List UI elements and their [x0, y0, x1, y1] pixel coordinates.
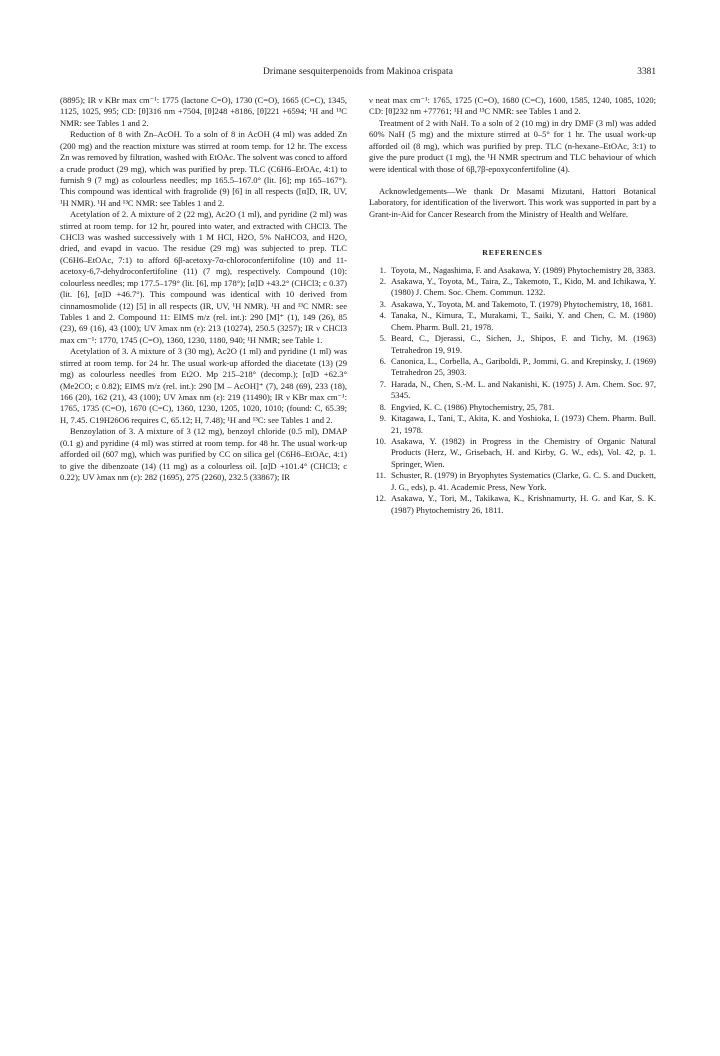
paragraph-benzoylation-of-3: Benzoylation of 3. A mixture of 3 (12 mg), benzoyl chloride (0.5 ml), DMAP (0.1 g) and pyridine (4 ml) was stirred at room temp. for 48 hr. The usual work-up afforded oil (607 mg), which was purified by CC on silica gel (C6H6–EtOAc, 4:1) to give the dibenzoate (14) (11 mg) as a colourless oil. [α]D +101.4° (CHCl3; c 0.22); UV λmax nm (ε): 282 (1695), 275 (2260), 232.5 (33867); IR — [60, 426, 347, 482]
paragraph: ν neat max cm⁻¹: 1765, 1725 (C=O), 1680 (C=C), 1600, 1585, 1240, 1085, 1020; CD: [θ]232 nm +77761; ¹H and ¹³C NMR: see Tables 1 and 2. — [369, 95, 656, 117]
reference-number: 10. — [375, 435, 386, 446]
paragraph-treatment-with-nah: Treatment of 2 with NaH. To a soln of 2 (10 mg) in dry DMF (3 ml) was added 60% NaH (5 mg) and the mixture stirred at 0–5° for 1 hr. The usual work-up afforded oil (8 mg), which was purified by prep. TLC (n-hexane–EtOAc, 3:1) to give the pure product (1 mg), the ¹H NMR spectrum and TLC behaviour of which were identical with those of 6β,7β-epoxyconfertifoline (4). — [369, 117, 656, 174]
running-title: Drimane sesquiterpenoids from Makinoa crispata — [263, 67, 453, 77]
reference-text: Asakawa, Y., Toyota, M. and Takemoto, T. (1979) Phytochemistry, 18, 1681. — [391, 298, 654, 309]
reference-number: 11. — [375, 470, 386, 481]
reference-text: Kitagawa, I., Tani, T., Akita, K. and Yoshioka, I. (1973) Chem. Pharm. Bull. 21, 1978. — [391, 413, 656, 435]
reference-item — [369, 493, 656, 516]
reference-text: Harada, N., Chen, S.-M. L. and Nakanishi, K. (1975) J. Am. Chem. Soc. 97, 5345. — [391, 378, 656, 401]
paragraph-acetylation-of-2: Acetylation of 2. A mixture of 2 (22 mg), Ac2O (1 ml), and pyridine (2 ml) was stirred at room temp. for 12 hr, poured into water, and extracted with CHCl3. The CHCl3 was washed successively with 1 M HCl, H2O, 5% NaHCO3, and H2O, dried, and evapd in vacuo. The residue (29 mg) was subjected to prep. TLC (C6H6–EtOAc, 7:1) to afford 6β-acetoxy-7α-chloroconfertifoline (10) and 11-acetoxy-6,7-dehydroconfertifoline (11) (7 mg), respectively. Compound (10): colourless needles; mp 177.5–179° (lit. [6], mp 178°); [α]D +43.2° (CHCl3; c 0.37) (lit. [6], [α]D +46.7°). This compound was identical with 10 derived from cinnamosmolide (12) [5] in all respects (IR, UV, ¹H NMR). ¹H and ¹³C NMR: see Tables 1 and 2. Compound 11: EIMS m/z (rel. int.): 290 [M]⁺ (1), 149 (26), 85 (23), 69 (16), 43 (100); UV λmax nm (ε): 213 (10274), 250.5 (3257); IR ν CHCl3 max cm⁻¹: 1770, 1745 (C=O), 1360, 1230, 1180, 940; ¹H NMR; see Table 1. — [60, 209, 347, 345]
reference-item — [369, 402, 656, 413]
reference-item — [369, 470, 656, 493]
reference-number: 5. — [379, 333, 386, 344]
reference-number: 8. — [379, 401, 386, 412]
reference-number: 9. — [379, 413, 386, 424]
reference-number: 2. — [379, 276, 386, 287]
reference-item — [369, 299, 656, 310]
reference-text: Tanaka, N., Kimura, T., Murakami, T., Saiki, Y. and Chen, C. M. (1980) Chem. Pharm. Bull. 21, 1978. — [391, 310, 656, 332]
reference-number: 4. — [379, 310, 386, 321]
page-number: 3381 — [637, 67, 656, 77]
reference-item — [369, 356, 656, 379]
reference-item — [369, 310, 656, 333]
reference-text: Asakawa, Y., Toyota, M., Taira, Z., Takemoto, T., Kido, M. and Ichikawa, Y. (1980) J. Chem. Soc. Chem. Commun. 1232. — [391, 276, 656, 298]
reference-text: Toyota, M., Nagashima, F. and Asakawa, Y. (1989) Phytochemistry 28, 3383. — [391, 264, 656, 275]
reference-number: 12. — [375, 493, 386, 504]
paragraph-acetylation-of-3: Acetylation of 3. A mixture of 3 (30 mg), Ac2O (1 ml) and pyridine (1 ml) was stirred at room temp. for 24 hr. The usual work-up afforded the diacetate (13) (29 mg) as colourless needles from Et2O. Mp 215–218° (decomp.); [α]D +62.3° (Me2CO; c 0.82); EIMS m/z (rel. int.): 290 [M – AcOH]⁺ (7), 248 (69), 233 (18), 166 (20), 162 (21), 43 (100); UV λmax nm (ε): 219 (11490); IR ν KBr max cm⁻¹: 1765, 1735 (C=O), 1670 (C=C), 1360, 1230, 1205, 1020, 1010; (found: C, 65.39; H, 7.45. C19H26O6 requires C, 65.12; H, 7.48); ¹H and ¹³C: see Tables 1 and 2. — [60, 346, 347, 425]
reference-number: 6. — [379, 356, 386, 367]
paragraph-reduction-of-8: Reduction of 8 with Zn–AcOH. To a soln of 8 in AcOH (4 ml) was added Zn (200 mg) and the reaction mixture was stirred at room temp. for 12 hr. The excess Zn was removed by filtration, washed with EtOAc. The solvent was concd to afford a crude product (29 mg), which was purified by prep. TLC (C6H6–EtOAc, 4:1) to furnish 9 (7 mg) as colourless needles; mp 165.5–167.0° (lit. [6]; mp 165–167°). This compound was identical with fragrolide (9) [6] in all respects ([α]D, IR, UV, ¹H NMR). ¹H and ¹³C NMR: see Tables 1 and 2. — [60, 129, 347, 208]
reference-text: Beard, C., Djerassi, C., Sichen, J., Shipos, F. and Tichy, M. (1963) Tetrahedron 19, 919. — [391, 333, 656, 355]
reference-text: Engvied, K. C. (1986) Phytochemistry, 25, 781. — [391, 401, 555, 412]
reference-number: 7. — [379, 378, 386, 389]
references-heading: REFERENCES — [482, 248, 543, 258]
reference-item — [369, 265, 656, 276]
reference-item — [369, 413, 656, 436]
reference-item — [369, 436, 656, 470]
reference-number: 3. — [379, 298, 386, 309]
reference-number: 1. — [379, 264, 386, 275]
reference-text: Schuster, R. (1979) in Bryophytes Systematics (Clarke, G. C. S. and Duckett, J. G., eds), p. 41. Academic Press, New York. — [391, 470, 656, 492]
reference-list — [369, 265, 656, 516]
right-column — [369, 95, 656, 516]
page-header — [60, 67, 656, 81]
reference-text: Canonica, L., Corbella, A., Gariboldi, P., Jommi, G. and Krepinsky, J. (1969) Tetrahedron 25, 3903. — [391, 356, 656, 378]
reference-item — [369, 379, 656, 402]
paragraph: (8895); IR ν KBr max cm⁻¹: 1775 (lactone C=O), 1730 (C=O), 1665 (C=C), 1345, 1125, 1025, 995; CD: [θ]316 nm +7504, [θ]248 +8186, [θ]221 +6594; ¹H and ¹³C NMR: see Tables 1 and 2. — [60, 95, 347, 128]
reference-item — [369, 276, 656, 299]
acknowledgements: Acknowledgements—We thank Dr Masami Mizutani, Hattori Botanical Laboratory, for identification of the liverwort. This work was supported in part by a Grant-in-Aid for Cancer Research from the Ministry of Health and Welfare. — [369, 185, 656, 219]
reference-text: Asakawa, Y., Tori, M., Takikawa, K., Krishnamurty, H. G. and Kar, S. K. (1987) Phytochemistry 26, 1811. — [391, 493, 656, 515]
left-column — [60, 95, 347, 483]
reference-text: Asakawa, Y. (1982) in Progress in the Chemistry of Organic Natural Products (Herz, W., Grisebach, H. and Kirby, G. W., eds), Vol. 42, p. 1. Springer, Wien. — [391, 435, 656, 469]
reference-item — [369, 333, 656, 356]
